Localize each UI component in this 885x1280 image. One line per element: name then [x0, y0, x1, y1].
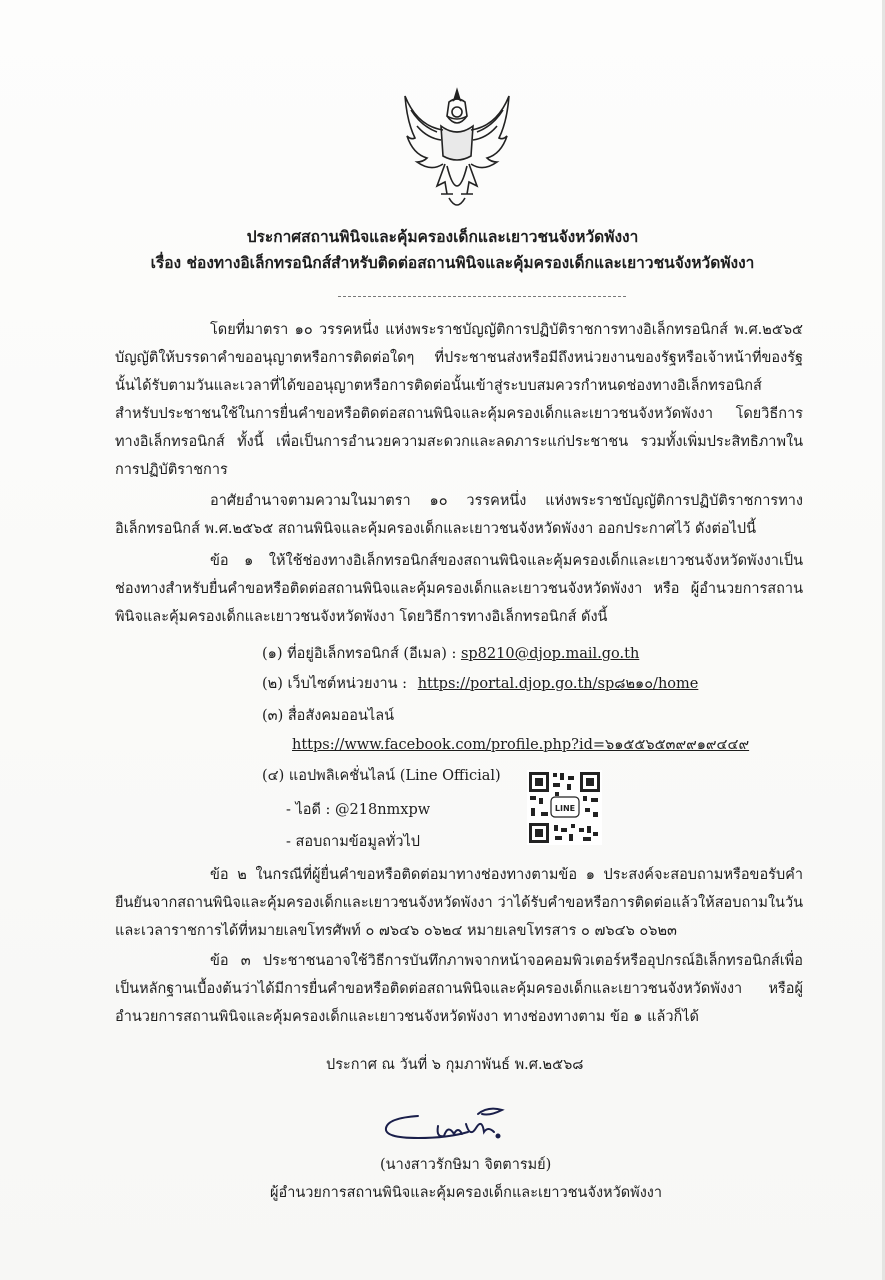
paragraph-clause-1 [115, 547, 803, 631]
line-id: - ไอดี : @218nmxpw [286, 802, 431, 818]
announcement-title: ประกาศสถานพินิจและคุ้มครองเด็กและเยาวชนจังหวัดพังงา [246, 227, 639, 246]
channel-social [292, 732, 749, 758]
line-inquiry: - สอบถามข้อมูลทั่วไป [286, 834, 421, 850]
email-label: (๑) ที่อยู่อิเล็กทรอนิกส์ (อีเมล) : [262, 646, 457, 662]
signer-name: (นางสาวรักษิมา จิตตารมย์) [380, 1157, 552, 1173]
line-qr-code-icon[interactable] [527, 770, 602, 845]
announcement-subject: เรื่อง ช่องทางอิเล็กทรอนิกส์สำหรับติดต่อสถานพินิจและคุ้มครองเด็กและเยาวชนจังหวัดพังงา [150, 253, 755, 272]
paragraph-clause-1-text: ข้อ ๑ ให้ใช้ช่องทางอิเล็กทรอนิกส์ของสถานพินิจและคุ้มครองเด็กและเยาวชนจังหวัดพังงาเป็นช่องทางสำหรับยื่นคำขอหรือติดต่อสถานพินิจและคุ้มครองเด็กและเยาวชนจังหวัดพังงา หรือ ผู้อำนวยการสถานพินิจและคุ้มครองเด็กและเยาวชนจังหวัดพังงา โดยวิธีการทางอิเล็กทรอนิกส์ ดังนี้ [115, 553, 803, 625]
channel-line-label: (๔) แอปพลิเคชั่นไลน์ (Line Official) [262, 768, 501, 784]
website-link[interactable]: https://portal.djop.go.th/sp๘๒๑๐/home [417, 676, 699, 692]
paragraph-clause-3 [115, 947, 803, 1031]
announcement-date: ประกาศ ณ วันที่ ๖ กุมภาพันธ์ พ.ศ.๒๕๖๘ [326, 1057, 584, 1073]
signer-position: ผู้อำนวยการสถานพินิจและคุ้มครองเด็กและเยาวชนจังหวัดพังงา [270, 1185, 663, 1201]
channel-social-label: (๓) สื่อสังคมออนไลน์ [262, 708, 395, 724]
paragraph-clause-2-text: ข้อ ๒ ในกรณีที่ผู้ยื่นคำขอหรือติดต่อมาทางช่องทางตามข้อ ๑ ประสงค์จะสอบถามหรือขอรับคำยืนยันจากสถานพินิจและคุ้มครองเด็กและเยาวชนจังหวัดพังงา ว่าได้รับคำขอหรือการติดต่อแล้วให้สอบถามในวันและเวลาราชการได้ที่หมายเลขโทรศัพท์ ๐ ๗๖๔๖ ๐๖๒๔ หมายเลขโทรสาร ๐ ๗๖๔๖ ๐๖๒๓ [115, 867, 803, 939]
paragraph-clause-3-text: ข้อ ๓ ประชาชนอาจใช้วิธีการบันทึกภาพจากหน้าจอคอมพิวเตอร์หรืออุปกรณ์อิเล็กทรอนิกส์เพื่อเป็นหลักฐานเบื้องต้นว่าได้มีการยื่นคำขอหรือติดต่อสถานพินิจและคุ้มครองเด็กและเยาวชนจังหวัดพังงา หรือผู้อำนวยการสถานพินิจและคุ้มครองเด็กและเยาวชนจังหวัดพังงา ทางช่องทางตาม ข้อ ๑ แล้วก็ได้ [115, 953, 803, 1025]
garuda-emblem-icon [397, 86, 517, 216]
channel-website [262, 671, 698, 697]
channel-email [262, 641, 639, 667]
title-divider [338, 296, 626, 297]
paragraph-preamble [115, 316, 803, 484]
qr-logo-text: LINE [554, 804, 576, 813]
paragraph-authority-text: อาศัยอำนาจตามความในมาตรา ๑๐ วรรคหนึ่ง แห่งพระราชบัญญัติการปฏิบัติราชการทางอิเล็กทรอนิกส์ พ.ศ.๒๕๖๕ สถานพินิจและคุ้มครองเด็กและเยาวชนจังหวัดพังงา ออกประกาศไว้ ดังต่อไปนี้ [115, 493, 803, 537]
facebook-link[interactable]: https://www.facebook.com/profile.php?id=๖๑๕๕๖๕๓๙๙๑๙๔๔๙ [292, 737, 750, 753]
paragraph-clause-2 [115, 861, 803, 945]
email-link[interactable]: sp8210@djop.mail.go.th [460, 646, 640, 662]
paragraph-authority [115, 487, 803, 543]
signature-icon [378, 1098, 538, 1158]
paragraph-preamble-text: โดยที่มาตรา ๑๐ วรรคหนึ่ง แห่งพระราชบัญญัติการปฏิบัติราชการทางอิเล็กทรอนิกส์ พ.ศ.๒๕๖๕ บัญญัติให้บรรดาคำขออนุญาตหรือการติดต่อใดๆ ที่ประชาชนส่งหรือมีถึงหน่วยงานของรัฐหรือเจ้าหน้าที่ของรัฐนั้นได้รับตามวันและเวลาที่ได้ขออนุญาตหรือการติดต่อนั้นเข้าสู่ระบบสมควรกำหนดช่องทางอิเล็กทรอนิกส์สำหรับประชาชนใช้ในการยื่นคำขอหรือติดต่อสถานพินิจและคุ้มครองเด็กและเยาวชนจังหวัดพังงา โดยวิธีการทางอิเล็กทรอนิกส์ ทั้งนี้ เพื่อเป็นการอำนวยความสะดวกและลดภาระแก่ประชาชน รวมทั้งเพิ่มประสิทธิภาพในการปฏิบัติราชการ [115, 322, 803, 478]
website-label: (๒) เว็บไซต์หน่วยงาน : [262, 676, 408, 692]
